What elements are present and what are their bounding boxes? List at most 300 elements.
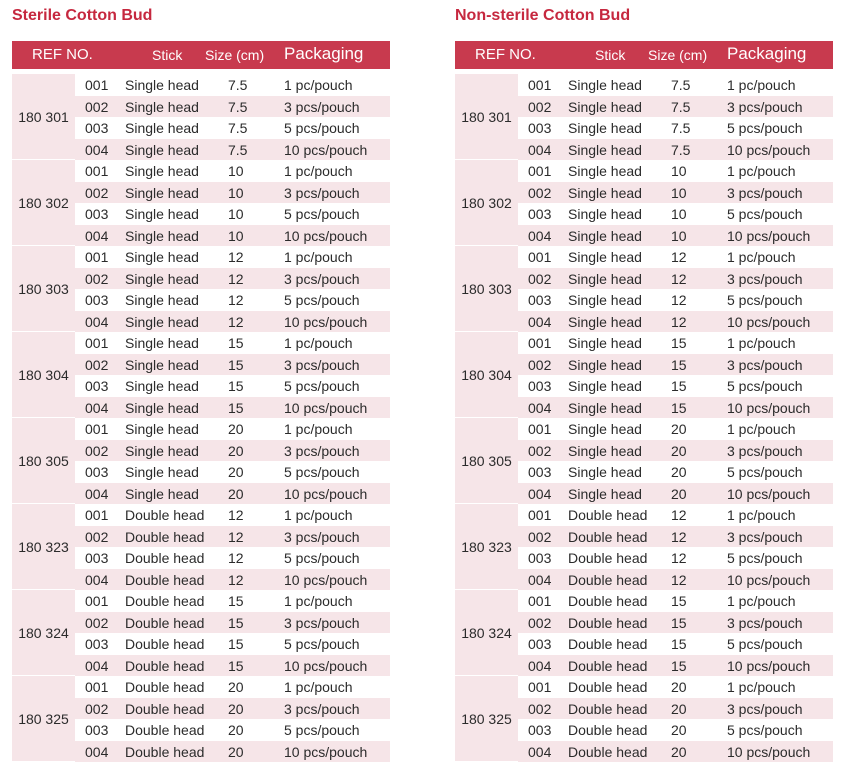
table-row bbox=[75, 203, 390, 224]
row-code: 003 bbox=[528, 464, 552, 480]
row-stick: Double head bbox=[568, 636, 648, 652]
row-code: 004 bbox=[85, 227, 109, 244]
row-packaging: 5 pcs/pouch bbox=[727, 206, 803, 222]
row-packaging: 5 pcs/pouch bbox=[284, 722, 360, 738]
table-row bbox=[75, 117, 390, 138]
table-row bbox=[75, 461, 390, 482]
row-stick: Double head bbox=[125, 507, 205, 523]
ref-number-cell: 180 323 bbox=[12, 504, 75, 589]
row-stick: Single head bbox=[125, 206, 199, 222]
row-size: 15 bbox=[228, 335, 244, 351]
row-stick: Double head bbox=[568, 550, 648, 566]
row-packaging: 5 pcs/pouch bbox=[727, 378, 803, 394]
row-size: 7.5 bbox=[228, 98, 248, 115]
row-code: 003 bbox=[528, 120, 552, 136]
table-row bbox=[75, 397, 390, 418]
row-packaging: 1 pc/pouch bbox=[727, 679, 796, 695]
ref-group bbox=[455, 74, 833, 160]
row-stick: Single head bbox=[125, 141, 199, 158]
row-code: 002 bbox=[85, 442, 109, 459]
row-size: 15 bbox=[228, 378, 244, 394]
row-packaging: 3 pcs/pouch bbox=[284, 270, 360, 287]
row-packaging: 3 pcs/pouch bbox=[284, 528, 360, 545]
ref-group bbox=[455, 332, 833, 418]
row-stick: Double head bbox=[568, 528, 648, 545]
row-stick: Double head bbox=[125, 743, 205, 760]
ref-group bbox=[12, 160, 390, 246]
row-stick: Single head bbox=[568, 184, 642, 201]
table-row bbox=[518, 160, 833, 181]
table-row bbox=[75, 375, 390, 396]
row-stick: Double head bbox=[125, 528, 205, 545]
table-row bbox=[518, 569, 833, 590]
row-code: 002 bbox=[528, 270, 552, 287]
ref-group bbox=[455, 160, 833, 246]
row-size: 10 bbox=[228, 227, 244, 244]
row-packaging: 3 pcs/pouch bbox=[727, 270, 803, 287]
row-code: 002 bbox=[85, 700, 109, 717]
table-row bbox=[75, 74, 390, 95]
table-row bbox=[75, 590, 390, 611]
row-code: 004 bbox=[528, 141, 552, 158]
row-packaging: 10 pcs/pouch bbox=[727, 743, 811, 760]
row-stick: Single head bbox=[568, 163, 642, 179]
table-row bbox=[518, 289, 833, 310]
row-size: 15 bbox=[671, 378, 687, 394]
row-size: 20 bbox=[671, 700, 687, 717]
row-size: 15 bbox=[228, 614, 244, 631]
row-code: 003 bbox=[528, 550, 552, 566]
row-size: 20 bbox=[671, 464, 687, 480]
row-packaging: 5 pcs/pouch bbox=[284, 636, 360, 652]
row-code: 004 bbox=[85, 313, 109, 330]
row-stick: Single head bbox=[568, 421, 642, 437]
row-code: 002 bbox=[528, 442, 552, 459]
row-size: 10 bbox=[228, 184, 244, 201]
row-code: 002 bbox=[528, 614, 552, 631]
row-packaging: 1 pc/pouch bbox=[727, 421, 796, 437]
row-code: 003 bbox=[85, 206, 109, 222]
row-stick: Single head bbox=[568, 141, 642, 158]
table-row bbox=[75, 569, 390, 590]
row-stick: Double head bbox=[125, 657, 205, 674]
row-stick: Double head bbox=[568, 571, 648, 588]
row-code: 001 bbox=[85, 679, 109, 695]
row-packaging: 5 pcs/pouch bbox=[727, 120, 803, 136]
row-packaging: 1 pc/pouch bbox=[284, 163, 353, 179]
row-code: 003 bbox=[528, 636, 552, 652]
row-code: 002 bbox=[528, 528, 552, 545]
row-packaging: 5 pcs/pouch bbox=[727, 464, 803, 480]
table-row bbox=[518, 741, 833, 762]
row-code: 001 bbox=[528, 421, 552, 437]
row-packaging: 3 pcs/pouch bbox=[727, 614, 803, 631]
row-packaging: 1 pc/pouch bbox=[727, 163, 796, 179]
table-row bbox=[518, 139, 833, 160]
row-code: 004 bbox=[528, 485, 552, 502]
row-size: 7.5 bbox=[671, 98, 691, 115]
row-code: 001 bbox=[85, 163, 109, 179]
row-stick: Single head bbox=[125, 421, 199, 437]
row-stick: Double head bbox=[568, 722, 648, 738]
ref-group bbox=[12, 74, 390, 160]
row-code: 003 bbox=[85, 722, 109, 738]
row-stick: Single head bbox=[125, 335, 199, 351]
row-code: 003 bbox=[85, 550, 109, 566]
row-packaging: 3 pcs/pouch bbox=[284, 98, 360, 115]
row-packaging: 10 pcs/pouch bbox=[284, 141, 368, 158]
row-code: 001 bbox=[528, 335, 552, 351]
table-row bbox=[75, 139, 390, 160]
table-row bbox=[518, 504, 833, 525]
row-code: 002 bbox=[528, 700, 552, 717]
row-packaging: 3 pcs/pouch bbox=[284, 442, 360, 459]
row-stick: Single head bbox=[125, 270, 199, 287]
row-stick: Single head bbox=[568, 378, 642, 394]
row-size: 7.5 bbox=[671, 120, 691, 136]
row-code: 001 bbox=[85, 335, 109, 351]
row-code: 004 bbox=[85, 141, 109, 158]
row-size: 7.5 bbox=[228, 141, 248, 158]
row-size: 20 bbox=[671, 485, 687, 502]
ref-number-cell: 180 325 bbox=[455, 676, 518, 761]
row-stick: Double head bbox=[568, 700, 648, 717]
ref-group bbox=[12, 590, 390, 676]
header-stick: Stick bbox=[595, 47, 626, 63]
row-stick: Single head bbox=[125, 227, 199, 244]
row-code: 004 bbox=[85, 571, 109, 588]
row-size: 20 bbox=[671, 442, 687, 459]
row-packaging: 1 pc/pouch bbox=[284, 421, 353, 437]
table-row bbox=[518, 203, 833, 224]
row-size: 15 bbox=[671, 593, 687, 609]
table-row bbox=[518, 397, 833, 418]
ref-group bbox=[455, 504, 833, 590]
row-stick: Double head bbox=[568, 743, 648, 760]
row-size: 12 bbox=[228, 550, 244, 566]
row-size: 10 bbox=[671, 163, 687, 179]
row-stick: Double head bbox=[568, 657, 648, 674]
row-packaging: 10 pcs/pouch bbox=[727, 399, 811, 416]
row-stick: Single head bbox=[125, 442, 199, 459]
row-size: 20 bbox=[228, 442, 244, 459]
row-packaging: 1 pc/pouch bbox=[284, 679, 353, 695]
row-code: 003 bbox=[528, 292, 552, 308]
row-packaging: 3 pcs/pouch bbox=[284, 184, 360, 201]
table-title: Sterile Cotton Bud bbox=[12, 7, 153, 24]
row-packaging: 3 pcs/pouch bbox=[284, 614, 360, 631]
row-code: 001 bbox=[528, 679, 552, 695]
row-stick: Single head bbox=[568, 120, 642, 136]
row-packaging: 10 pcs/pouch bbox=[727, 141, 811, 158]
table-header bbox=[455, 41, 833, 69]
row-stick: Double head bbox=[125, 722, 205, 738]
row-packaging: 3 pcs/pouch bbox=[727, 356, 803, 373]
row-packaging: 1 pc/pouch bbox=[284, 335, 353, 351]
row-stick: Single head bbox=[125, 485, 199, 502]
header-ref-no: REF NO. bbox=[32, 46, 93, 63]
row-size: 12 bbox=[228, 270, 244, 287]
table-row bbox=[75, 698, 390, 719]
row-packaging: 10 pcs/pouch bbox=[284, 313, 368, 330]
ref-group bbox=[455, 676, 833, 762]
table-row bbox=[518, 676, 833, 697]
table-row bbox=[518, 526, 833, 547]
row-code: 001 bbox=[528, 163, 552, 179]
table-row bbox=[518, 246, 833, 267]
row-size: 20 bbox=[228, 485, 244, 502]
row-size: 20 bbox=[228, 700, 244, 717]
table-row bbox=[518, 311, 833, 332]
ref-group bbox=[12, 332, 390, 418]
row-packaging: 1 pc/pouch bbox=[727, 507, 796, 523]
row-stick: Double head bbox=[568, 614, 648, 631]
row-code: 001 bbox=[528, 77, 552, 93]
row-code: 004 bbox=[85, 657, 109, 674]
row-size: 12 bbox=[228, 571, 244, 588]
row-size: 7.5 bbox=[671, 141, 691, 158]
table-row bbox=[518, 418, 833, 439]
ref-number-cell: 180 301 bbox=[455, 74, 518, 159]
table-row bbox=[518, 332, 833, 353]
row-code: 001 bbox=[85, 507, 109, 523]
row-packaging: 10 pcs/pouch bbox=[727, 227, 811, 244]
row-size: 15 bbox=[228, 657, 244, 674]
row-stick: Single head bbox=[125, 77, 199, 93]
ref-number-cell: 180 323 bbox=[455, 504, 518, 589]
table-row bbox=[75, 246, 390, 267]
row-packaging: 10 pcs/pouch bbox=[284, 485, 368, 502]
row-stick: Double head bbox=[125, 679, 205, 695]
header-size: Size (cm) bbox=[205, 47, 265, 63]
table-header bbox=[12, 41, 390, 69]
table-row bbox=[518, 375, 833, 396]
row-packaging: 10 pcs/pouch bbox=[284, 571, 368, 588]
row-size: 7.5 bbox=[228, 120, 248, 136]
row-size: 7.5 bbox=[228, 77, 248, 93]
table-row bbox=[518, 117, 833, 138]
row-size: 20 bbox=[671, 722, 687, 738]
row-code: 002 bbox=[85, 528, 109, 545]
row-code: 004 bbox=[85, 399, 109, 416]
row-size: 15 bbox=[671, 636, 687, 652]
row-packaging: 5 pcs/pouch bbox=[284, 378, 360, 394]
row-size: 15 bbox=[671, 614, 687, 631]
row-size: 15 bbox=[228, 636, 244, 652]
row-packaging: 5 pcs/pouch bbox=[284, 550, 360, 566]
row-stick: Double head bbox=[125, 614, 205, 631]
row-stick: Single head bbox=[568, 464, 642, 480]
row-code: 004 bbox=[528, 227, 552, 244]
row-size: 12 bbox=[671, 550, 687, 566]
row-packaging: 3 pcs/pouch bbox=[727, 184, 803, 201]
header-stick: Stick bbox=[152, 47, 183, 63]
table-row bbox=[75, 504, 390, 525]
ref-group bbox=[12, 418, 390, 504]
table-row bbox=[75, 354, 390, 375]
row-packaging: 1 pc/pouch bbox=[284, 249, 353, 265]
row-stick: Single head bbox=[125, 120, 199, 136]
header-size: Size (cm) bbox=[648, 47, 708, 63]
row-stick: Single head bbox=[125, 98, 199, 115]
row-packaging: 3 pcs/pouch bbox=[284, 356, 360, 373]
row-code: 001 bbox=[528, 593, 552, 609]
row-code: 003 bbox=[85, 636, 109, 652]
row-code: 001 bbox=[85, 249, 109, 265]
row-code: 003 bbox=[528, 378, 552, 394]
row-stick: Single head bbox=[125, 184, 199, 201]
table-row bbox=[518, 440, 833, 461]
row-packaging: 5 pcs/pouch bbox=[727, 636, 803, 652]
row-packaging: 10 pcs/pouch bbox=[727, 485, 811, 502]
row-packaging: 5 pcs/pouch bbox=[727, 722, 803, 738]
table-row bbox=[75, 483, 390, 504]
ref-group bbox=[455, 590, 833, 676]
row-packaging: 10 pcs/pouch bbox=[284, 399, 368, 416]
row-code: 001 bbox=[85, 77, 109, 93]
row-stick: Single head bbox=[568, 206, 642, 222]
row-stick: Single head bbox=[568, 249, 642, 265]
table-row bbox=[75, 547, 390, 568]
row-code: 001 bbox=[85, 421, 109, 437]
table-row bbox=[518, 655, 833, 676]
row-stick: Double head bbox=[125, 593, 205, 609]
table-row bbox=[75, 311, 390, 332]
table-row bbox=[518, 225, 833, 246]
row-code: 002 bbox=[528, 98, 552, 115]
row-stick: Single head bbox=[568, 485, 642, 502]
row-code: 001 bbox=[85, 593, 109, 609]
row-size: 12 bbox=[228, 528, 244, 545]
row-stick: Double head bbox=[568, 507, 648, 523]
row-packaging: 3 pcs/pouch bbox=[284, 700, 360, 717]
row-stick: Single head bbox=[568, 335, 642, 351]
table-row bbox=[75, 655, 390, 676]
row-code: 002 bbox=[85, 184, 109, 201]
table-row bbox=[75, 676, 390, 697]
row-packaging: 3 pcs/pouch bbox=[727, 442, 803, 459]
row-size: 7.5 bbox=[671, 77, 691, 93]
header-ref-no: REF NO. bbox=[475, 46, 536, 63]
table-row bbox=[75, 633, 390, 654]
table-row bbox=[75, 289, 390, 310]
row-stick: Single head bbox=[568, 313, 642, 330]
header-packaging: Packaging bbox=[284, 44, 364, 63]
row-packaging: 1 pc/pouch bbox=[727, 249, 796, 265]
table-row bbox=[75, 225, 390, 246]
row-size: 15 bbox=[228, 399, 244, 416]
row-size: 12 bbox=[671, 313, 687, 330]
row-packaging: 5 pcs/pouch bbox=[727, 550, 803, 566]
row-stick: Single head bbox=[125, 464, 199, 480]
row-packaging: 10 pcs/pouch bbox=[284, 743, 368, 760]
ref-number-cell: 180 325 bbox=[12, 676, 75, 761]
row-code: 002 bbox=[85, 98, 109, 115]
row-code: 004 bbox=[85, 743, 109, 760]
row-code: 001 bbox=[528, 249, 552, 265]
ref-group bbox=[455, 246, 833, 332]
row-size: 20 bbox=[228, 679, 244, 695]
table-row bbox=[518, 96, 833, 117]
row-code: 001 bbox=[528, 507, 552, 523]
row-code: 002 bbox=[85, 270, 109, 287]
table-row bbox=[518, 74, 833, 95]
row-size: 10 bbox=[228, 163, 244, 179]
row-size: 12 bbox=[671, 528, 687, 545]
table-row bbox=[75, 741, 390, 762]
row-code: 002 bbox=[528, 184, 552, 201]
row-stick: Single head bbox=[568, 77, 642, 93]
row-size: 20 bbox=[228, 464, 244, 480]
row-size: 20 bbox=[228, 743, 244, 760]
row-packaging: 3 pcs/pouch bbox=[727, 700, 803, 717]
row-size: 20 bbox=[671, 743, 687, 760]
table-row bbox=[75, 526, 390, 547]
row-size: 10 bbox=[671, 227, 687, 244]
row-size: 15 bbox=[228, 593, 244, 609]
ref-number-cell: 180 303 bbox=[12, 246, 75, 331]
row-size: 20 bbox=[671, 679, 687, 695]
row-packaging: 1 pc/pouch bbox=[284, 77, 353, 93]
row-packaging: 10 pcs/pouch bbox=[727, 657, 811, 674]
row-size: 12 bbox=[228, 507, 244, 523]
row-packaging: 1 pc/pouch bbox=[284, 507, 353, 523]
row-packaging: 5 pcs/pouch bbox=[727, 292, 803, 308]
row-size: 12 bbox=[671, 292, 687, 308]
row-packaging: 1 pc/pouch bbox=[727, 77, 796, 93]
row-packaging: 3 pcs/pouch bbox=[727, 98, 803, 115]
ref-group bbox=[455, 418, 833, 504]
ref-group bbox=[12, 246, 390, 332]
row-packaging: 10 pcs/pouch bbox=[284, 227, 368, 244]
row-packaging: 1 pc/pouch bbox=[284, 593, 353, 609]
ref-number-cell: 180 301 bbox=[12, 74, 75, 159]
row-stick: Single head bbox=[568, 227, 642, 244]
row-size: 10 bbox=[671, 206, 687, 222]
row-stick: Single head bbox=[568, 292, 642, 308]
row-size: 12 bbox=[671, 270, 687, 287]
ref-number-cell: 180 324 bbox=[455, 590, 518, 675]
row-code: 004 bbox=[528, 743, 552, 760]
row-code: 003 bbox=[85, 292, 109, 308]
table-title: Non-sterile Cotton Bud bbox=[455, 7, 631, 24]
row-stick: Double head bbox=[125, 571, 205, 588]
ref-number-cell: 180 324 bbox=[12, 590, 75, 675]
row-stick: Double head bbox=[125, 700, 205, 717]
ref-number-cell: 180 305 bbox=[12, 418, 75, 503]
row-packaging: 5 pcs/pouch bbox=[284, 206, 360, 222]
table-row bbox=[518, 268, 833, 289]
table-row bbox=[75, 418, 390, 439]
table-row bbox=[518, 354, 833, 375]
row-stick: Single head bbox=[568, 399, 642, 416]
row-size: 15 bbox=[671, 657, 687, 674]
ref-number-cell: 180 302 bbox=[12, 160, 75, 245]
ref-number-cell: 180 304 bbox=[455, 332, 518, 417]
table-row bbox=[518, 698, 833, 719]
row-size: 12 bbox=[228, 313, 244, 330]
row-size: 15 bbox=[228, 356, 244, 373]
row-size: 20 bbox=[228, 421, 244, 437]
row-code: 002 bbox=[528, 356, 552, 373]
row-code: 004 bbox=[528, 313, 552, 330]
row-packaging: 1 pc/pouch bbox=[727, 593, 796, 609]
row-size: 12 bbox=[671, 571, 687, 588]
row-stick: Single head bbox=[568, 270, 642, 287]
row-size: 12 bbox=[671, 249, 687, 265]
table-row bbox=[75, 182, 390, 203]
row-packaging: 5 pcs/pouch bbox=[284, 120, 360, 136]
